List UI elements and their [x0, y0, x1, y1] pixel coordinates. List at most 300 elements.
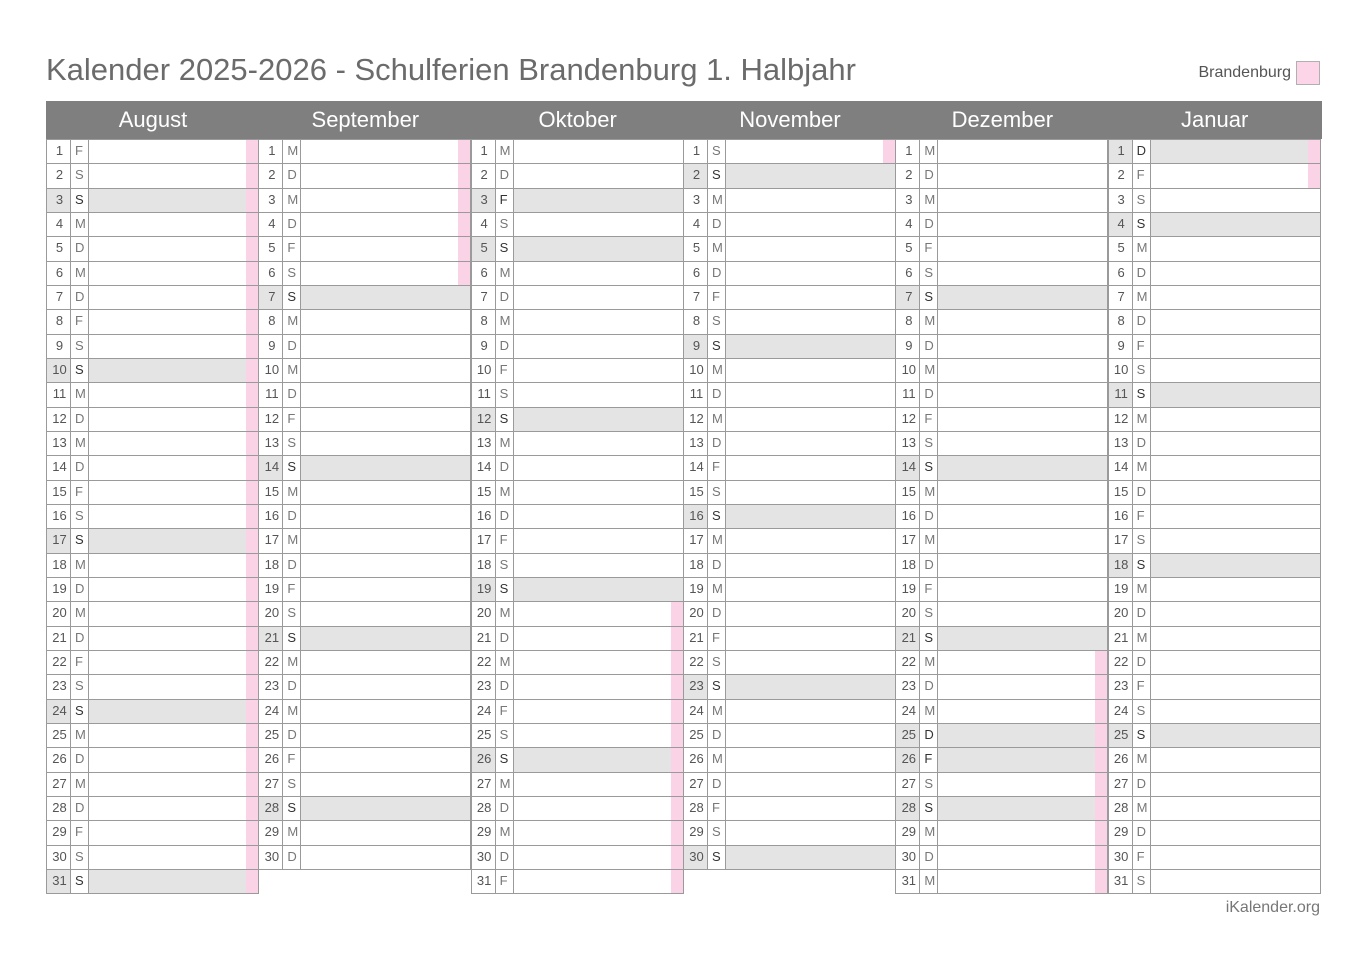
day-note-area[interactable]: [514, 627, 671, 650]
day-note-area[interactable]: [938, 481, 1107, 504]
day-row[interactable]: [258, 407, 471, 431]
day-row[interactable]: [895, 553, 1108, 577]
day-note-area[interactable]: [514, 383, 683, 406]
day-note-area[interactable]: [514, 724, 671, 747]
day-note-area[interactable]: [301, 359, 470, 382]
day-note-area[interactable]: [938, 213, 1107, 236]
day-row[interactable]: [258, 480, 471, 504]
day-note-area[interactable]: [514, 189, 683, 212]
day-note-area[interactable]: [301, 408, 470, 431]
day-note-area[interactable]: [938, 627, 1107, 650]
day-row[interactable]: [895, 480, 1108, 504]
day-row[interactable]: [895, 407, 1108, 431]
day-note-area[interactable]: [726, 554, 895, 577]
day-row[interactable]: [46, 212, 259, 236]
day-row[interactable]: [46, 382, 259, 406]
day-note-area[interactable]: [89, 237, 246, 260]
day-note-area[interactable]: [514, 286, 683, 309]
day-note-area[interactable]: [726, 651, 895, 674]
day-row[interactable]: [471, 869, 684, 894]
day-row[interactable]: [683, 699, 896, 723]
day-row[interactable]: [46, 504, 259, 528]
day-note-area[interactable]: [89, 432, 246, 455]
day-note-area[interactable]: [89, 529, 246, 552]
day-note-area[interactable]: [301, 310, 470, 333]
day-note-area[interactable]: [89, 578, 246, 601]
day-note-area[interactable]: [89, 164, 246, 187]
day-row[interactable]: [895, 772, 1108, 796]
day-row[interactable]: [471, 236, 684, 260]
day-row[interactable]: [258, 747, 471, 771]
day-note-area[interactable]: [1151, 578, 1320, 601]
day-note-area[interactable]: [726, 310, 895, 333]
day-note-area[interactable]: [1151, 189, 1320, 212]
day-row[interactable]: [1108, 747, 1321, 771]
day-row[interactable]: [1108, 431, 1321, 455]
day-row[interactable]: [258, 820, 471, 844]
day-row[interactable]: [258, 553, 471, 577]
day-note-area[interactable]: [938, 140, 1107, 163]
day-note-area[interactable]: [514, 262, 683, 285]
day-note-area[interactable]: [1151, 140, 1308, 163]
day-note-area[interactable]: [938, 310, 1107, 333]
day-row[interactable]: [683, 236, 896, 260]
day-row[interactable]: [683, 601, 896, 625]
day-note-area[interactable]: [89, 505, 246, 528]
day-row[interactable]: [471, 309, 684, 333]
day-row[interactable]: [258, 528, 471, 552]
day-note-area[interactable]: [301, 189, 458, 212]
day-row[interactable]: [46, 455, 259, 479]
day-note-area[interactable]: [1151, 846, 1320, 869]
day-row[interactable]: [46, 309, 259, 333]
day-row[interactable]: [258, 382, 471, 406]
day-note-area[interactable]: [1151, 383, 1320, 406]
day-note-area[interactable]: [938, 262, 1107, 285]
day-note-area[interactable]: [514, 432, 683, 455]
day-row[interactable]: [46, 772, 259, 796]
day-row[interactable]: [46, 285, 259, 309]
day-note-area[interactable]: [514, 846, 671, 869]
day-note-area[interactable]: [89, 748, 246, 771]
day-row[interactable]: [895, 528, 1108, 552]
day-row[interactable]: [258, 650, 471, 674]
day-row[interactable]: [258, 188, 471, 212]
day-row[interactable]: [1108, 723, 1321, 747]
day-note-area[interactable]: [301, 578, 470, 601]
day-note-area[interactable]: [514, 359, 683, 382]
day-note-area[interactable]: [726, 456, 895, 479]
day-note-area[interactable]: [89, 846, 246, 869]
day-note-area[interactable]: [938, 189, 1107, 212]
day-note-area[interactable]: [726, 359, 895, 382]
day-note-area[interactable]: [514, 310, 683, 333]
day-note-area[interactable]: [726, 262, 895, 285]
day-row[interactable]: [1108, 796, 1321, 820]
day-note-area[interactable]: [938, 700, 1095, 723]
day-note-area[interactable]: [514, 773, 671, 796]
day-note-area[interactable]: [1151, 797, 1320, 820]
day-row[interactable]: [471, 796, 684, 820]
day-note-area[interactable]: [301, 675, 470, 698]
day-row[interactable]: [258, 285, 471, 309]
day-row[interactable]: [258, 334, 471, 358]
day-row[interactable]: [1108, 650, 1321, 674]
day-note-area[interactable]: [301, 700, 470, 723]
day-note-area[interactable]: [726, 286, 895, 309]
day-note-area[interactable]: [89, 262, 246, 285]
day-row[interactable]: [471, 455, 684, 479]
day-note-area[interactable]: [301, 140, 458, 163]
day-note-area[interactable]: [726, 383, 895, 406]
day-row[interactable]: [683, 723, 896, 747]
day-row[interactable]: [895, 455, 1108, 479]
day-note-area[interactable]: [301, 456, 470, 479]
day-row[interactable]: [46, 236, 259, 260]
day-row[interactable]: [1108, 163, 1321, 187]
day-note-area[interactable]: [726, 335, 895, 358]
day-row[interactable]: [895, 845, 1108, 869]
day-note-area[interactable]: [301, 262, 458, 285]
day-note-area[interactable]: [938, 554, 1107, 577]
day-note-area[interactable]: [726, 797, 895, 820]
day-note-area[interactable]: [938, 602, 1107, 625]
day-row[interactable]: [895, 650, 1108, 674]
day-row[interactable]: [1108, 212, 1321, 236]
day-row[interactable]: [895, 139, 1108, 163]
day-note-area[interactable]: [938, 578, 1107, 601]
day-note-area[interactable]: [301, 286, 470, 309]
day-note-area[interactable]: [938, 505, 1107, 528]
day-note-area[interactable]: [89, 797, 246, 820]
day-row[interactable]: [895, 723, 1108, 747]
day-note-area[interactable]: [726, 505, 895, 528]
day-row[interactable]: [471, 820, 684, 844]
day-row[interactable]: [471, 723, 684, 747]
day-note-area[interactable]: [1151, 748, 1320, 771]
day-row[interactable]: [46, 601, 259, 625]
day-row[interactable]: [683, 382, 896, 406]
day-row[interactable]: [683, 163, 896, 187]
day-row[interactable]: [683, 577, 896, 601]
day-note-area[interactable]: [514, 700, 671, 723]
day-row[interactable]: [258, 845, 471, 870]
day-note-area[interactable]: [938, 529, 1107, 552]
day-note-area[interactable]: [301, 164, 458, 187]
footer-credit[interactable]: iKalender.org: [1225, 899, 1320, 916]
day-note-area[interactable]: [938, 773, 1095, 796]
day-row[interactable]: [46, 480, 259, 504]
day-row[interactable]: [683, 309, 896, 333]
day-row[interactable]: [471, 261, 684, 285]
day-note-area[interactable]: [514, 651, 671, 674]
day-note-area[interactable]: [301, 505, 470, 528]
day-row[interactable]: [895, 309, 1108, 333]
day-row[interactable]: [895, 504, 1108, 528]
day-note-area[interactable]: [301, 554, 470, 577]
day-note-area[interactable]: [89, 189, 246, 212]
day-note-area[interactable]: [1151, 286, 1320, 309]
day-row[interactable]: [471, 504, 684, 528]
day-row[interactable]: [895, 188, 1108, 212]
day-note-area[interactable]: [726, 481, 895, 504]
day-row[interactable]: [471, 528, 684, 552]
day-row[interactable]: [471, 772, 684, 796]
day-note-area[interactable]: [726, 773, 895, 796]
day-note-area[interactable]: [726, 602, 895, 625]
day-row[interactable]: [1108, 236, 1321, 260]
day-note-area[interactable]: [938, 821, 1095, 844]
day-note-area[interactable]: [1151, 870, 1320, 893]
day-note-area[interactable]: [726, 140, 883, 163]
day-row[interactable]: [1108, 309, 1321, 333]
day-row[interactable]: [471, 407, 684, 431]
day-note-area[interactable]: [301, 432, 470, 455]
day-note-area[interactable]: [1151, 237, 1320, 260]
day-row[interactable]: [683, 212, 896, 236]
day-row[interactable]: [1108, 577, 1321, 601]
day-note-area[interactable]: [89, 627, 246, 650]
day-row[interactable]: [683, 455, 896, 479]
day-row[interactable]: [471, 163, 684, 187]
day-note-area[interactable]: [514, 164, 683, 187]
day-row[interactable]: [895, 212, 1108, 236]
day-row[interactable]: [258, 431, 471, 455]
day-row[interactable]: [683, 480, 896, 504]
day-row[interactable]: [258, 699, 471, 723]
day-note-area[interactable]: [514, 335, 683, 358]
day-note-area[interactable]: [89, 359, 246, 382]
day-row[interactable]: [471, 431, 684, 455]
day-note-area[interactable]: [726, 578, 895, 601]
day-row[interactable]: [1108, 139, 1321, 163]
day-row[interactable]: [895, 869, 1108, 894]
day-row[interactable]: [46, 674, 259, 698]
day-row[interactable]: [46, 358, 259, 382]
day-row[interactable]: [1108, 382, 1321, 406]
day-row[interactable]: [471, 480, 684, 504]
day-row[interactable]: [1108, 820, 1321, 844]
day-note-area[interactable]: [89, 821, 246, 844]
day-note-area[interactable]: [301, 335, 470, 358]
day-row[interactable]: [683, 407, 896, 431]
day-row[interactable]: [683, 188, 896, 212]
day-row[interactable]: [46, 188, 259, 212]
day-note-area[interactable]: [89, 383, 246, 406]
day-note-area[interactable]: [514, 578, 683, 601]
day-note-area[interactable]: [938, 748, 1095, 771]
day-note-area[interactable]: [1151, 724, 1320, 747]
day-note-area[interactable]: [938, 456, 1107, 479]
day-note-area[interactable]: [89, 408, 246, 431]
day-note-area[interactable]: [301, 529, 470, 552]
day-note-area[interactable]: [89, 456, 246, 479]
day-row[interactable]: [471, 626, 684, 650]
day-note-area[interactable]: [89, 700, 246, 723]
day-row[interactable]: [258, 504, 471, 528]
day-row[interactable]: [683, 553, 896, 577]
day-row[interactable]: [1108, 528, 1321, 552]
day-row[interactable]: [1108, 407, 1321, 431]
day-note-area[interactable]: [301, 797, 470, 820]
day-row[interactable]: [258, 601, 471, 625]
day-note-area[interactable]: [1151, 700, 1320, 723]
day-note-area[interactable]: [89, 335, 246, 358]
day-row[interactable]: [258, 772, 471, 796]
day-note-area[interactable]: [89, 286, 246, 309]
day-row[interactable]: [258, 455, 471, 479]
day-row[interactable]: [1108, 188, 1321, 212]
day-row[interactable]: [1108, 869, 1321, 894]
day-note-area[interactable]: [301, 481, 470, 504]
day-note-area[interactable]: [89, 140, 246, 163]
day-note-area[interactable]: [1151, 554, 1320, 577]
day-row[interactable]: [471, 212, 684, 236]
day-row[interactable]: [471, 188, 684, 212]
day-note-area[interactable]: [514, 213, 683, 236]
day-row[interactable]: [471, 601, 684, 625]
day-note-area[interactable]: [514, 529, 683, 552]
day-note-area[interactable]: [301, 651, 470, 674]
day-note-area[interactable]: [726, 846, 895, 869]
day-note-area[interactable]: [938, 237, 1107, 260]
day-row[interactable]: [258, 236, 471, 260]
day-row[interactable]: [895, 358, 1108, 382]
day-row[interactable]: [46, 820, 259, 844]
day-row[interactable]: [683, 261, 896, 285]
day-note-area[interactable]: [514, 602, 671, 625]
day-row[interactable]: [1108, 455, 1321, 479]
day-note-area[interactable]: [938, 724, 1095, 747]
day-row[interactable]: [258, 626, 471, 650]
day-row[interactable]: [895, 674, 1108, 698]
day-note-area[interactable]: [726, 821, 895, 844]
day-note-area[interactable]: [1151, 164, 1308, 187]
day-note-area[interactable]: [514, 456, 683, 479]
day-row[interactable]: [46, 139, 259, 163]
day-row[interactable]: [1108, 553, 1321, 577]
day-note-area[interactable]: [1151, 408, 1320, 431]
day-row[interactable]: [258, 139, 471, 163]
day-row[interactable]: [683, 650, 896, 674]
day-note-area[interactable]: [1151, 481, 1320, 504]
day-row[interactable]: [683, 796, 896, 820]
day-note-area[interactable]: [514, 505, 683, 528]
day-note-area[interactable]: [938, 335, 1107, 358]
day-row[interactable]: [895, 334, 1108, 358]
day-note-area[interactable]: [938, 651, 1095, 674]
day-row[interactable]: [895, 747, 1108, 771]
day-note-area[interactable]: [89, 481, 246, 504]
day-note-area[interactable]: [938, 870, 1095, 893]
day-row[interactable]: [471, 139, 684, 163]
day-row[interactable]: [471, 845, 684, 869]
day-row[interactable]: [46, 650, 259, 674]
day-row[interactable]: [1108, 334, 1321, 358]
day-row[interactable]: [46, 796, 259, 820]
day-row[interactable]: [1108, 358, 1321, 382]
day-note-area[interactable]: [938, 383, 1107, 406]
day-row[interactable]: [46, 163, 259, 187]
day-row[interactable]: [1108, 480, 1321, 504]
day-row[interactable]: [1108, 504, 1321, 528]
day-note-area[interactable]: [89, 773, 246, 796]
day-note-area[interactable]: [514, 140, 683, 163]
day-note-area[interactable]: [89, 554, 246, 577]
day-note-area[interactable]: [301, 602, 470, 625]
day-row[interactable]: [895, 601, 1108, 625]
day-note-area[interactable]: [726, 432, 895, 455]
day-note-area[interactable]: [1151, 773, 1320, 796]
day-row[interactable]: [258, 212, 471, 236]
day-note-area[interactable]: [726, 529, 895, 552]
day-note-area[interactable]: [1151, 602, 1320, 625]
day-row[interactable]: [1108, 845, 1321, 869]
day-note-area[interactable]: [301, 383, 470, 406]
day-note-area[interactable]: [938, 432, 1107, 455]
day-note-area[interactable]: [1151, 651, 1320, 674]
day-note-area[interactable]: [726, 700, 895, 723]
day-row[interactable]: [895, 431, 1108, 455]
day-row[interactable]: [46, 431, 259, 455]
day-row[interactable]: [1108, 674, 1321, 698]
day-row[interactable]: [46, 699, 259, 723]
day-row[interactable]: [46, 577, 259, 601]
day-note-area[interactable]: [938, 797, 1095, 820]
day-note-area[interactable]: [1151, 213, 1320, 236]
day-row[interactable]: [683, 431, 896, 455]
day-row[interactable]: [471, 382, 684, 406]
day-note-area[interactable]: [726, 675, 895, 698]
day-row[interactable]: [895, 577, 1108, 601]
day-row[interactable]: [258, 261, 471, 285]
day-row[interactable]: [258, 577, 471, 601]
day-row[interactable]: [895, 261, 1108, 285]
day-note-area[interactable]: [726, 213, 895, 236]
day-row[interactable]: [1108, 601, 1321, 625]
day-row[interactable]: [895, 796, 1108, 820]
day-row[interactable]: [471, 334, 684, 358]
day-note-area[interactable]: [301, 846, 470, 869]
day-row[interactable]: [46, 334, 259, 358]
day-note-area[interactable]: [1151, 505, 1320, 528]
day-row[interactable]: [46, 553, 259, 577]
day-note-area[interactable]: [726, 748, 895, 771]
day-row[interactable]: [683, 504, 896, 528]
day-note-area[interactable]: [514, 554, 683, 577]
day-note-area[interactable]: [1151, 675, 1320, 698]
day-note-area[interactable]: [1151, 529, 1320, 552]
day-note-area[interactable]: [1151, 310, 1320, 333]
day-row[interactable]: [895, 382, 1108, 406]
day-note-area[interactable]: [726, 164, 895, 187]
day-note-area[interactable]: [938, 359, 1107, 382]
day-row[interactable]: [471, 358, 684, 382]
day-note-area[interactable]: [89, 724, 246, 747]
day-note-area[interactable]: [1151, 456, 1320, 479]
day-note-area[interactable]: [1151, 262, 1320, 285]
day-row[interactable]: [258, 358, 471, 382]
day-row[interactable]: [895, 820, 1108, 844]
day-row[interactable]: [471, 674, 684, 698]
day-note-area[interactable]: [301, 773, 470, 796]
day-row[interactable]: [683, 285, 896, 309]
day-row[interactable]: [258, 796, 471, 820]
day-note-area[interactable]: [514, 870, 671, 893]
day-row[interactable]: [683, 528, 896, 552]
day-note-area[interactable]: [89, 602, 246, 625]
day-row[interactable]: [895, 699, 1108, 723]
